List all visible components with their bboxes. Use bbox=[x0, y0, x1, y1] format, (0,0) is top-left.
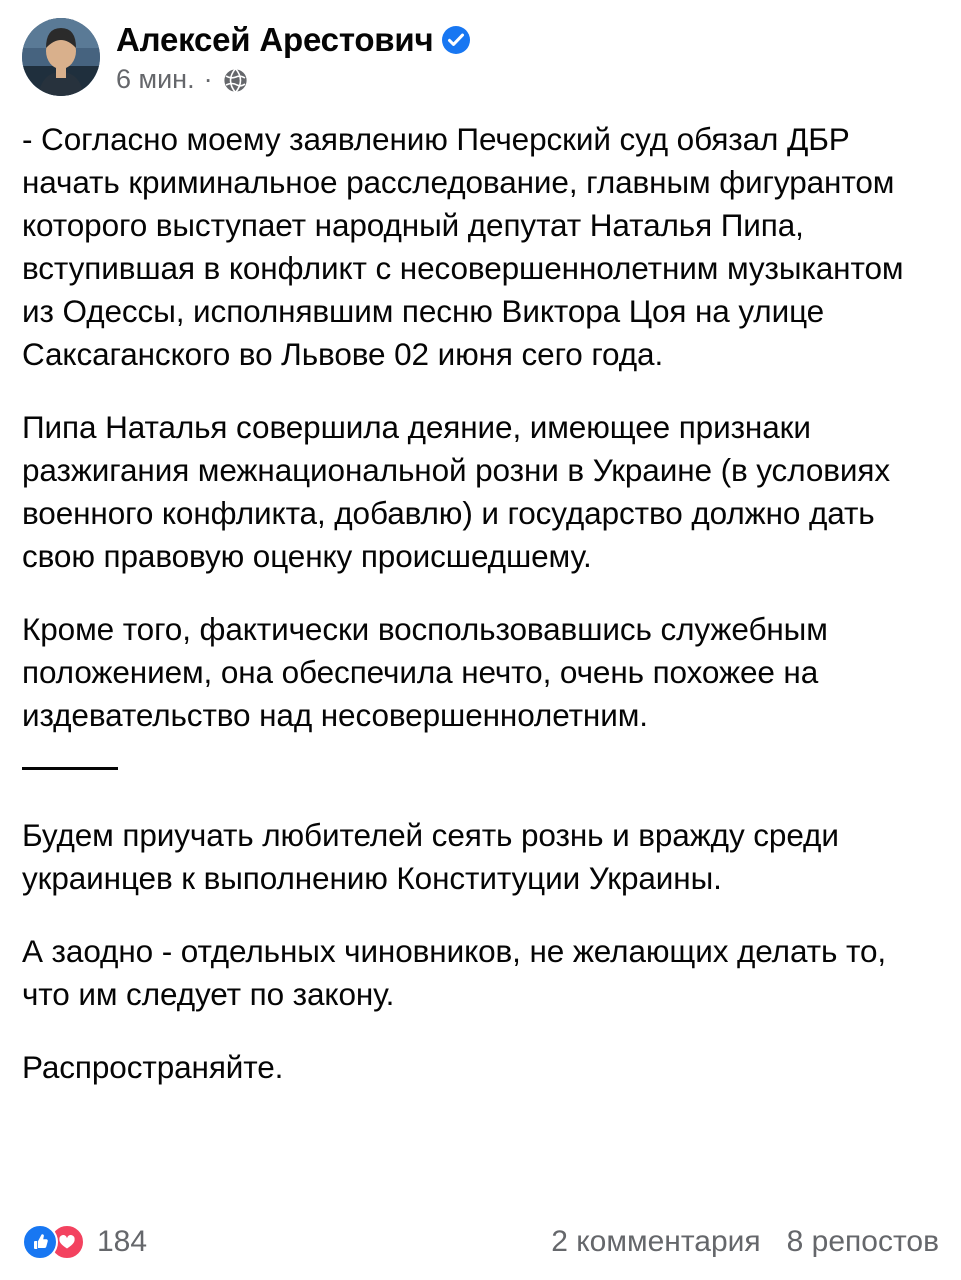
header-text bbox=[116, 18, 470, 95]
shares-count[interactable]: 8 репостов bbox=[786, 1225, 939, 1258]
post-paragraph: Будем приучать любителей сеять рознь и вражду среди украинцев к выполнению Конституции Украины. bbox=[22, 817, 848, 896]
author-name[interactable]: Алексей Арестович bbox=[116, 21, 434, 58]
post-paragraph: Распространяйте. bbox=[22, 1049, 284, 1085]
meta-separator: · bbox=[203, 64, 213, 95]
avatar[interactable] bbox=[22, 18, 100, 96]
reactions-summary[interactable] bbox=[22, 1224, 147, 1260]
name-row bbox=[116, 22, 470, 58]
post-paragraph: А заодно - отдельных чиновников, не желающих делать то, что им следует по закону. bbox=[22, 933, 895, 1012]
text-divider-rule bbox=[22, 767, 118, 770]
verified-badge-icon bbox=[442, 26, 470, 54]
post-meta bbox=[116, 65, 470, 95]
post-body bbox=[22, 118, 939, 1089]
reaction-count: 184 bbox=[97, 1225, 148, 1258]
post-paragraph: Кроме того, фактически воспользовавшись служебным положением, она обеспечила нечто, очень похожее на издевательство над несовершеннолетним. bbox=[22, 611, 837, 733]
like-icon bbox=[22, 1224, 58, 1260]
post-footer bbox=[22, 1202, 939, 1280]
reaction-icons bbox=[22, 1224, 85, 1260]
post-paragraph: Пипа Наталья совершила деяние, имеющее признаки разжигания межнациональной розни в Украине (в условиях военного конфликта, добавлю) и государство должно дать свою правовую оценку происшедшему. bbox=[22, 409, 899, 574]
post-paragraph: - Согласно моему заявлению Печерский суд обязал ДБР начать криминальное расследование, главным фигурантом которого выступает народный депутат Наталья Пипа, вступившая в конфликт с несовершеннолетним музыкантом из Одессы, исполнявшим песню Виктора Цоя на улице Саксаганского во Львове 02 июня сего года. bbox=[22, 121, 913, 372]
globe-icon[interactable] bbox=[222, 67, 249, 94]
post-timestamp[interactable]: 6 мин. bbox=[116, 64, 195, 95]
comments-count[interactable]: 2 комментария bbox=[551, 1225, 761, 1258]
post-header bbox=[22, 18, 939, 102]
engagement-counts bbox=[551, 1225, 939, 1259]
